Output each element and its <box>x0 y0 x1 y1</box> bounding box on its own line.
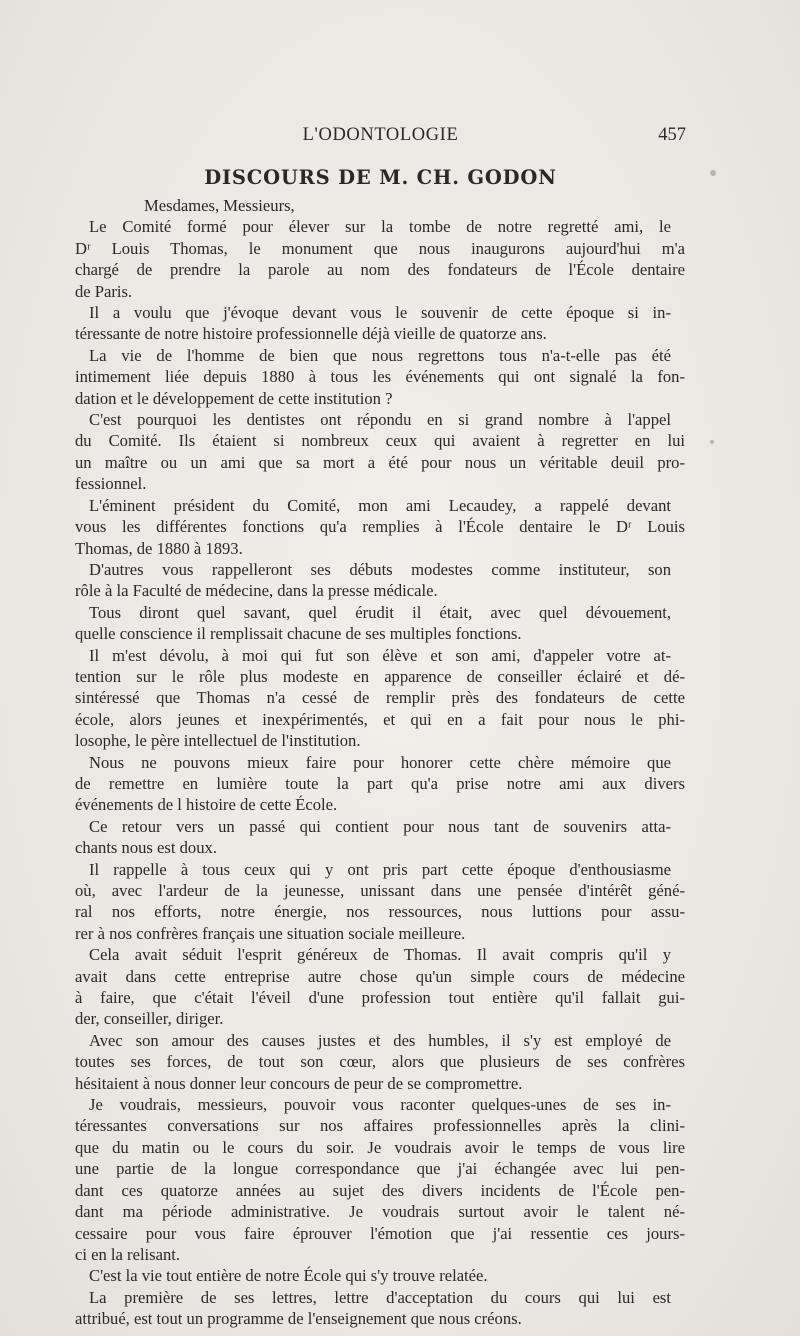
text-line: à faire, que c'était l'éveil d'une profession tout entière qu'il fallait gui- <box>75 988 685 1008</box>
text-line: Il m'est dévolu, à moi qui fut son élève et son ami, d'appeler votre at- <box>89 645 671 665</box>
article-body <box>75 195 685 1330</box>
paragraph <box>75 645 685 752</box>
page-speck <box>710 440 714 444</box>
paragraph <box>75 1094 685 1265</box>
paragraph <box>75 495 685 559</box>
text-line: Dʳ Louis Thomas, le monument que nous inaugurons aujourd'hui m'a <box>75 238 685 258</box>
text-line: événements de l histoire de cette École. <box>75 795 338 815</box>
paragraph <box>75 559 685 602</box>
text-line: La vie de l'homme de bien que nous regrettons tous n'a-t-elle pas été <box>89 345 671 365</box>
paragraph <box>75 752 685 816</box>
text-line: Nous ne pouvons mieux faire pour honorer cette chère mémoire que <box>89 752 671 772</box>
text-line: Cela avait séduit l'esprit généreux de Thomas. Il avait compris qu'il y <box>89 945 671 965</box>
text-line: vous les différentes fonctions qu'a remplies à l'École dentaire le Dʳ Louis <box>75 517 685 537</box>
text-line: C'est la vie tout entière de notre École qui s'y trouve relatée. <box>89 1266 488 1286</box>
paragraph <box>75 1030 685 1094</box>
paragraph <box>75 944 685 1030</box>
text-line: Il a voulu que j'évoque devant vous le souvenir de cette époque si in- <box>89 303 671 323</box>
text-line: du Comité. Ils étaient si nombreux ceux qui avaient à regretter en lui <box>75 431 685 451</box>
paragraph <box>75 1265 685 1286</box>
paragraph <box>75 816 685 859</box>
text-line: quelle conscience il remplissait chacune de ses multiples fonctions. <box>75 624 522 644</box>
text-line: Thomas, de 1880 à 1893. <box>75 538 243 558</box>
text-line: école, alors jeunes et inexpérimentés, et qui en a fait pour nous le phi- <box>75 709 685 729</box>
text-line: que du matin ou le cours du soir. Je voudrais avoir le temps de vous lire <box>75 1137 685 1157</box>
text-line: attribué, est tout un programme de l'enseignement que nous créons. <box>75 1309 522 1329</box>
text-line: un maître ou un ami que sa mort a été pour nous un véritable deuil pro- <box>75 452 685 472</box>
text-line: D'autres vous rappelleront ses débuts modestes comme instituteur, son <box>89 559 671 579</box>
text-line: ci en la relisant. <box>75 1244 181 1264</box>
text-line: cessaire pour vous faire éprouver l'émotion que j'ai ressentie ces jours- <box>75 1223 685 1243</box>
paragraph <box>75 859 685 945</box>
text-line: Je voudrais, messieurs, pouvoir vous raconter quelques-unes de ses in- <box>89 1095 671 1115</box>
text-line: tention sur le rôle plus modeste en apparence de conseiller éclairé et dé- <box>75 666 685 686</box>
text-line: fessionnel. <box>75 474 147 494</box>
text-line: losophe, le père intellectuel de l'institution. <box>75 731 361 751</box>
text-line: Il rappelle à tous ceux qui y ont pris part cette époque d'enthousiasme <box>89 859 671 879</box>
text-line: avait dans cette entreprise autre chose qu'un simple cours de médecine <box>75 966 685 986</box>
text-line: où, avec l'ardeur de la jeunesse, unissant dans une pensée d'intérêt géné- <box>75 881 685 900</box>
paragraph <box>75 409 685 495</box>
text-line: dant ces quatorze années au sujet des divers incidents de l'École pen- <box>75 1180 685 1200</box>
text-line: rôle à la Faculté de médecine, dans la presse médicale. <box>75 581 438 601</box>
text-line: hésitaient à nous donner leur concours de peur de se compromettre. <box>75 1073 523 1093</box>
text-line: ral nos efforts, notre énergie, nos ressources, nous luttions pour assu- <box>75 902 685 922</box>
text-line: Le Comité formé pour élever sur la tombe de notre regretté ami, le <box>89 217 671 237</box>
text-line: rer à nos confrères français une situation sociale meilleure. <box>75 923 466 943</box>
page-number: 457 <box>658 125 686 145</box>
text-line: Avec son amour des causes justes et des humbles, il s'y est employé de <box>89 1030 671 1050</box>
text-line: une partie de la longue correspondance que j'ai échangée avec lui pen- <box>75 1159 685 1179</box>
paragraph <box>75 345 685 409</box>
salutation <box>75 195 685 216</box>
text-line: sintéressé que Thomas n'a cessé de remplir près des fondateurs de cette <box>75 688 685 708</box>
page-speck <box>710 170 716 176</box>
text-line: de remettre en lumière toute la part qu'a prise notre ami aux divers <box>75 773 685 793</box>
paragraph <box>75 216 685 302</box>
paragraph <box>75 602 685 645</box>
text-line: téressante de notre histoire professionnelle déjà vieille de quatorze ans. <box>75 324 547 344</box>
text-line: de Paris. <box>75 281 133 301</box>
text-line: toutes ses forces, de tout son cœur, alors que plusieurs de ses confrères <box>75 1052 685 1072</box>
text-line: chargé de prendre la parole au nom des fondateurs de l'École dentaire <box>75 260 685 280</box>
text-line: La première de ses lettres, lettre d'acceptation du cours qui lui est <box>89 1287 671 1307</box>
text-line: C'est pourquoi les dentistes ont répondu en si grand nombre à l'appel <box>89 410 671 430</box>
text-line: Tous diront quel savant, quel érudit il était, avec quel dévouement, <box>89 602 671 622</box>
text-line: intimement liée depuis 1880 à tous les événements qui ont signalé la fon- <box>75 367 685 387</box>
text-line: Mesdames, Messieurs, <box>144 196 295 215</box>
text-line: dation et le développement de cette institution ? <box>75 388 393 408</box>
paragraph <box>75 1287 685 1330</box>
text-line: der, conseiller, diriger. <box>75 1009 224 1029</box>
journal-title: L'ODONTOLOGIE <box>302 125 459 145</box>
article-title: DISCOURS DE M. CH. GODON <box>204 166 557 189</box>
text-line: L'éminent président du Comité, mon ami Lecaudey, a rappelé devant <box>89 495 671 515</box>
text-line: Ce retour vers un passé qui contient pour nous tant de souvenirs atta- <box>89 816 671 836</box>
text-line: chants nous est doux. <box>75 838 217 858</box>
running-header <box>75 121 686 149</box>
text-line: téressantes conversations sur nos affaires professionnelles après la clini- <box>75 1116 685 1136</box>
text-line: dant ma période administrative. Je voudrais surtout avoir le talent né- <box>75 1202 685 1222</box>
paragraph <box>75 302 685 345</box>
